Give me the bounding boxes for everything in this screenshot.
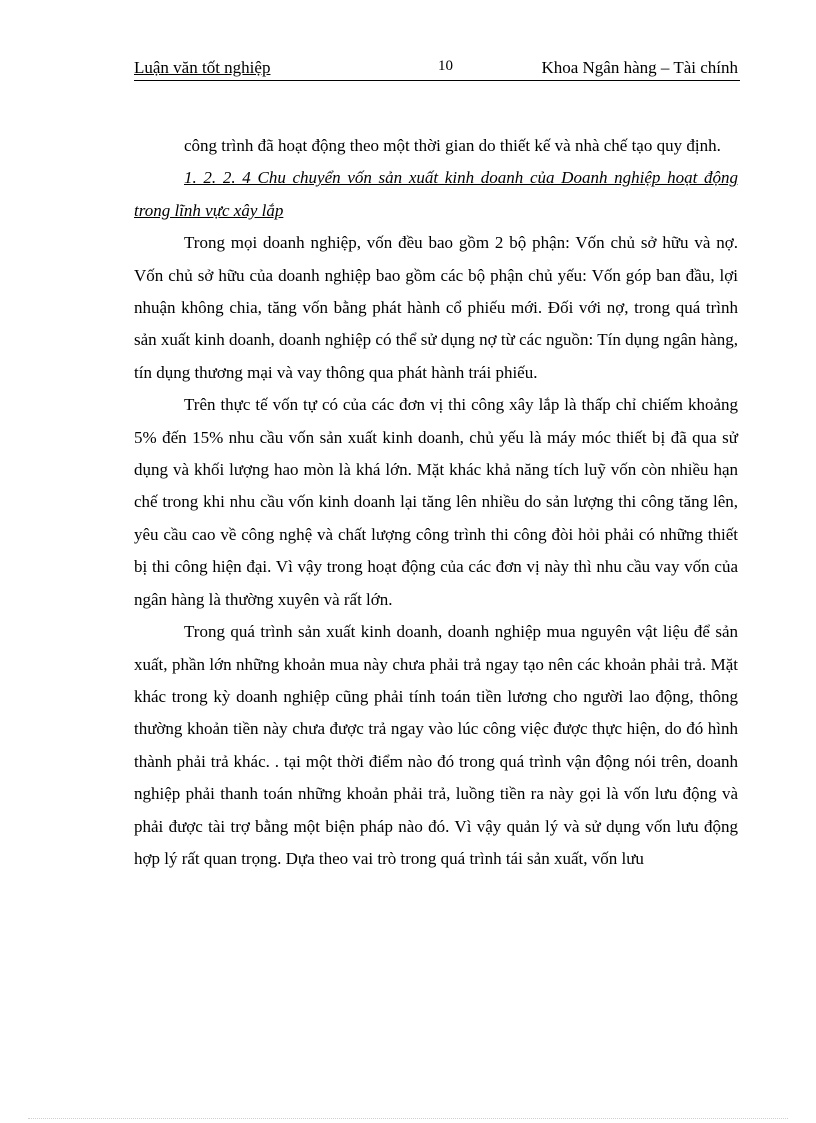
paragraph-continuation: công trình đã hoạt động theo một thời gian do thiết kế và nhà chế tạo quy định.: [184, 136, 721, 155]
header-faculty-name: Khoa Ngân hàng – Tài chính: [541, 58, 738, 77]
paragraph: Trong quá trình sản xuất kinh doanh, doanh nghiệp mua nguyên vật liệu để sản xuất, phần lớn những khoản mua này chưa phải trả ngay tạo nên các khoản phải trả. Mặt khác trong kỳ doanh nghiệp cũng phải tính toán tiền lương cho người lao động, thông thường khoản tiền này chưa được trả ngay vào lúc công việc được thực hiện, do đó hình thành phải trả khác. . tại một thời điểm nào đó trong quá trình vận động nói trên, doanh nghiệp phải thanh toán những khoản phải trả, luồng tiền ra này gọi là vốn lưu động và phải được tài trợ bằng một biện pháp nào đó. Vì vậy quản lý và sử dụng vốn lưu động hợp lý rất quan trọng. Dựa theo vai trò trong quá trình tái sản xuất, vốn lưu: [134, 622, 738, 868]
body-text: [134, 130, 738, 875]
header-thesis-title: Luận văn tốt nghiệp: [134, 58, 271, 77]
page-header: [134, 56, 740, 81]
page-number: 10: [438, 58, 453, 74]
paragraph: Trên thực tế vốn tự có của các đơn vị thi công xây lắp là thấp chỉ chiếm khoảng 5% đến 15% nhu cầu vốn sản xuất kinh doanh, chủ yếu là máy móc thiết bị đã qua sử dụng và khối lượng hao mòn là khá lớn. Mặt khác khả năng tích luỹ vốn còn nhiều hạn chế trong khi nhu cầu vốn kinh doanh lại tăng lên nhiều do sản lượng thi công tăng lên, yêu cầu cao về công nghệ và chất lượng công trình thi công đòi hỏi phải có những thiết bị thi công hiện đại. Vì vậy trong hoạt động của các đơn vị này thì nhu cầu vay vốn của ngân hàng là thường xuyên và rất lớn.: [134, 395, 738, 609]
paragraph: Trong mọi doanh nghiệp, vốn đều bao gồm 2 bộ phận: Vốn chủ sở hữu và nợ. Vốn chủ sở hữu của doanh nghiệp bao gồm các bộ phận chủ yếu: Vốn góp ban đầu, lợi nhuận không chia, tăng vốn bằng phát hành cổ phiếu mới. Đối với nợ, trong quá trình sản xuất kinh doanh, doanh nghiệp có thể sử dụng nợ từ các nguồn: Tín dụng ngân hàng, tín dụng thương mại và vay thông qua phát hành trái phiếu.: [134, 233, 738, 382]
section-heading: 1. 2. 2. 4 Chu chuyển vốn sản xuất kinh doanh của Doanh nghiệp hoạt động trong lĩnh vực xây lắp: [134, 168, 738, 220]
page-bottom-divider: [28, 1118, 788, 1119]
